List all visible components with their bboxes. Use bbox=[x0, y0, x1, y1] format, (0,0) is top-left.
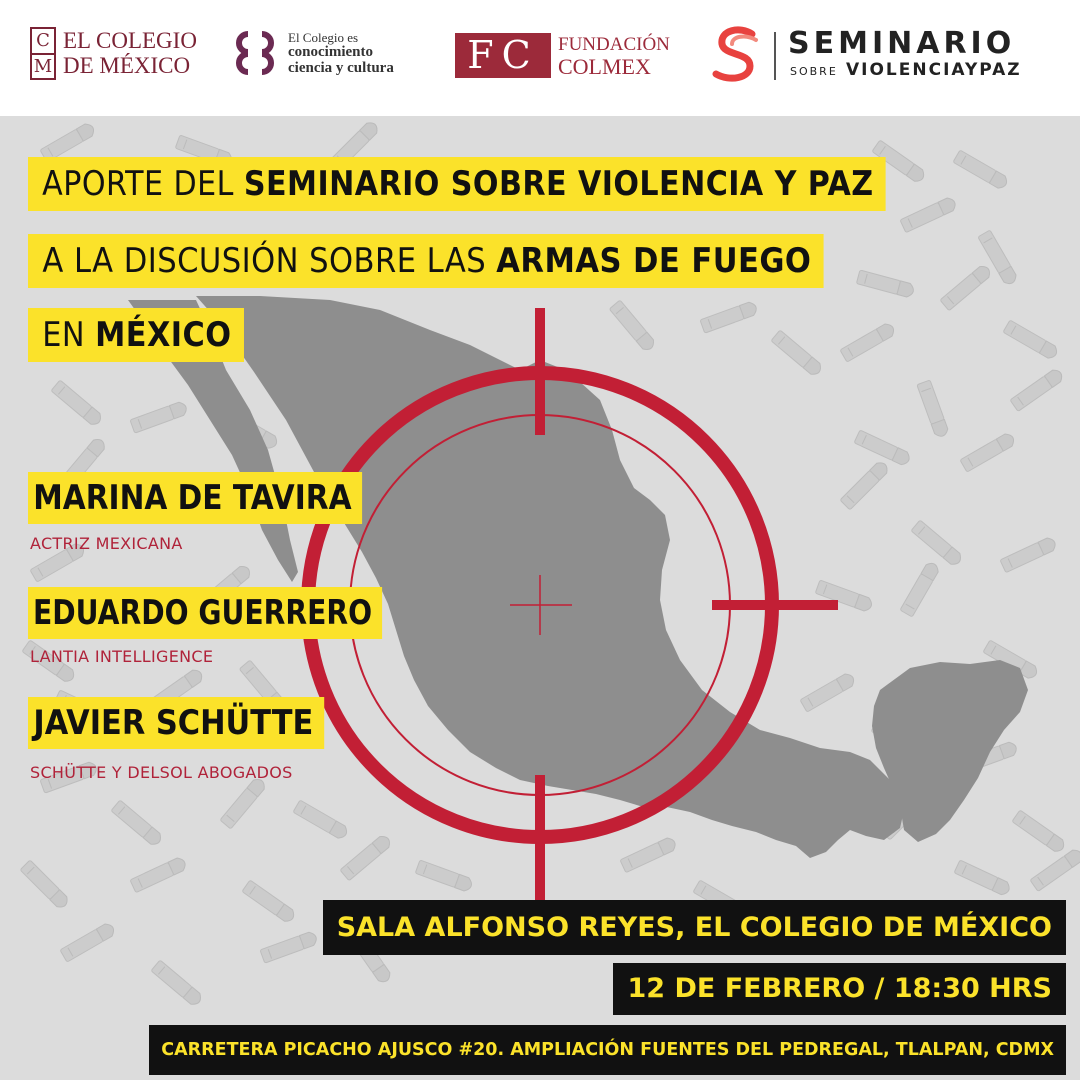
seminario-s-icon bbox=[710, 26, 766, 84]
event-address: CARRETERA PICACHO AJUSCO #20. AMPLIACIÓN FUENTES DEL PEDREGAL, TLALPAN, CDMX bbox=[149, 1025, 1066, 1075]
fundacion-line2: COLMEX bbox=[558, 54, 651, 79]
fundacion-monogram: FC bbox=[455, 33, 551, 78]
speaker-2-role: LANTIA INTELLIGENCE bbox=[30, 647, 214, 666]
conocimiento-line2: conocimiento bbox=[288, 44, 373, 60]
monogram-m: M bbox=[33, 56, 53, 77]
event-datetime: 12 DE FEBRERO / 18:30 HRS bbox=[613, 963, 1066, 1015]
speaker-3-name: JAVIER SCHÜTTE bbox=[28, 697, 324, 749]
title-line-1 bbox=[28, 157, 886, 211]
title-line-1-bold: SEMINARIO SOBRE VIOLENCIA Y PAZ bbox=[243, 164, 874, 204]
colmex-monogram bbox=[30, 27, 56, 80]
speaker-1-role: ACTRIZ MEXICANA bbox=[30, 534, 183, 553]
conocimiento-symbol-icon bbox=[232, 30, 280, 76]
fundacion-line1: FUNDACIÓN bbox=[558, 34, 670, 55]
event-venue: SALA ALFONSO REYES, EL COLEGIO DE MÉXICO bbox=[323, 900, 1066, 955]
title-line-3-normal: EN bbox=[42, 315, 96, 355]
speaker-1-name: MARINA DE TAVIRA bbox=[28, 472, 362, 524]
seminario-line1: SEMINARIO bbox=[788, 26, 1016, 61]
monogram-c: C bbox=[32, 29, 54, 55]
title-line-2 bbox=[28, 234, 824, 288]
seminario-logo bbox=[710, 26, 1055, 88]
speaker-2-name: EDUARDO GUERRERO bbox=[28, 587, 382, 639]
seminario-line2-main: VIOLENCIAYPAZ bbox=[846, 60, 1022, 80]
colmex-line2: DE MÉXICO bbox=[63, 53, 191, 78]
seminario-divider bbox=[774, 32, 776, 80]
seminario-line2-prefix: SOBRE bbox=[790, 65, 838, 78]
title-line-3-bold: MÉXICO bbox=[95, 315, 232, 355]
title-line-1-normal: APORTE DEL bbox=[42, 164, 244, 204]
conocimiento-logo bbox=[232, 28, 422, 84]
title-line-2-bold: ARMAS DE FUEGO bbox=[496, 241, 812, 281]
speaker-3-role: SCHÜTTE Y DELSOL ABOGADOS bbox=[30, 763, 293, 782]
title-line-2-normal: A LA DISCUSIÓN SOBRE LAS bbox=[42, 241, 497, 281]
title-line-3 bbox=[28, 308, 244, 362]
colmex-logo bbox=[0, 0, 210, 116]
conocimiento-line3: ciencia y cultura bbox=[288, 60, 394, 76]
colmex-line1: EL COLEGIO bbox=[63, 28, 197, 53]
fundacion-logo bbox=[455, 33, 680, 79]
header-bar bbox=[0, 0, 1080, 116]
conocimiento-line1: El Colegio es bbox=[288, 30, 359, 45]
